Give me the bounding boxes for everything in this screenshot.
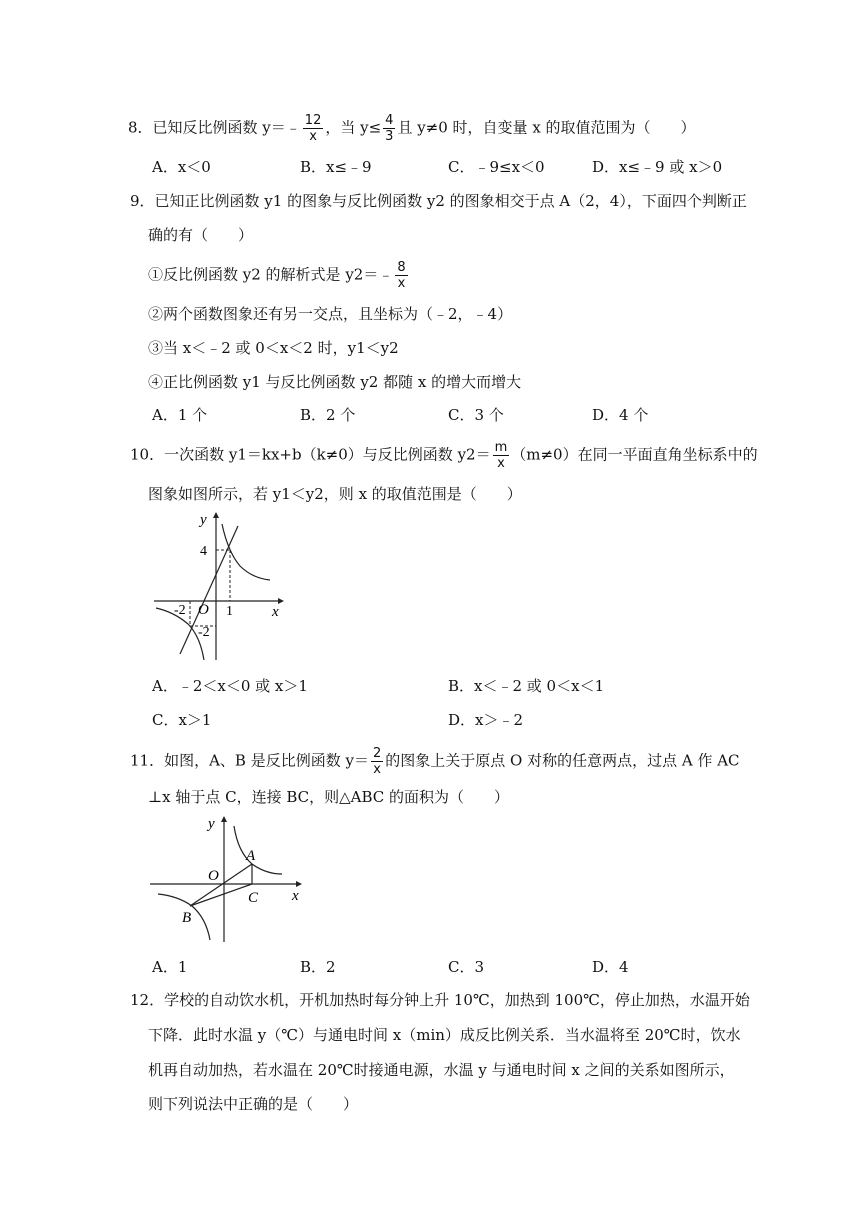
- q9-fraction: [395, 260, 407, 291]
- q8-stem-part: 8．已知反比例函数 y＝﹣: [128, 118, 301, 137]
- q10-stem-line1: [130, 440, 758, 471]
- q8-fraction: [303, 113, 324, 144]
- q11-option-c: C．3: [448, 958, 485, 976]
- q8-frac-den: x: [309, 129, 317, 144]
- q9-stem-line2: 确的有（ ）: [148, 226, 254, 244]
- q9-option-b: B．2 个: [300, 406, 356, 424]
- q11-fraction: [371, 746, 383, 777]
- q11-stem-line1: [130, 746, 740, 777]
- q10-option-a: A．﹣2＜x＜0 或 x＞1: [152, 677, 308, 695]
- q11-y-label: y: [208, 816, 215, 832]
- q8-option-d: D．x≤﹣9 或 x＞0: [592, 158, 723, 176]
- q11-label-a: A: [246, 848, 256, 864]
- q10-option-d: D．x＞﹣2: [448, 711, 524, 729]
- q10-y-label: y: [200, 512, 207, 528]
- q9-statement-2: ②两个函数图象还有另一交点，且坐标为（﹣2，﹣4）: [148, 305, 513, 323]
- q8-fraction-2: [383, 113, 395, 144]
- q10-hyperbola-q1: [222, 524, 270, 580]
- q11-option-b: B．2: [300, 958, 336, 976]
- q8-stem: [128, 113, 696, 144]
- q10-y-arrow: [213, 512, 219, 518]
- q11-graph: [148, 812, 308, 944]
- q9-frac-num: 8: [397, 260, 406, 275]
- q10-tick-neg2-y: -2: [198, 625, 210, 640]
- q11-frac-num: 2: [372, 746, 382, 761]
- q8-option-b: B．x≤﹣9: [300, 158, 372, 176]
- q11-option-a: A．1: [152, 958, 188, 976]
- q10-origin-label: O: [198, 602, 209, 618]
- q9-option-d: D．4 个: [592, 406, 649, 424]
- q8-stem-part: 且 y≠0 时，自变量 x 的取值范围为（ ）: [397, 118, 696, 137]
- q9-stem-line1: 9．已知正比例函数 y1 的图象与反比例函数 y2 的图象相交于点 A（2，4），下面四个判断正: [130, 192, 747, 210]
- q8-frac2-den: 3: [385, 129, 394, 144]
- q11-option-d: D．4: [592, 958, 629, 976]
- q9-statement-4: ④正比例函数 y1 与反比例函数 y2 都随 x 的增大而增大: [148, 373, 522, 391]
- q12-line4: 则下列说法中正确的是（ ）: [148, 1095, 359, 1113]
- q11-frac-den: x: [373, 762, 381, 777]
- q10-fraction: [493, 440, 510, 471]
- q10-stem-part: 10．一次函数 y1＝kx+b（k≠0）与反比例函数 y2＝: [130, 445, 491, 464]
- q8-frac2-num: 4: [385, 113, 394, 128]
- q11-x-arrow: [296, 881, 302, 887]
- q10-x-arrow: [278, 598, 284, 604]
- q10-tick-neg2-x: -2: [174, 603, 186, 618]
- q9-option-c: C．3 个: [448, 406, 504, 424]
- q11-label-c: C: [248, 890, 259, 906]
- q10-frac-den: x: [497, 456, 505, 471]
- q12-line3: 机再自动加热，若水温在 20℃时接通电源，水温 y 与通电时间 x 之间的关系如图所示，: [148, 1061, 735, 1079]
- q10-option-c: C．x＞1: [152, 711, 212, 729]
- q10-option-b: B．x＜﹣2 或 0＜x＜1: [448, 677, 605, 695]
- q11-stem-part: 11．如图，A、B 是反比例函数 y＝: [130, 751, 369, 770]
- q11-stem-part: 的图象上关于原点 O 对称的任意两点，过点 A 作 AC: [385, 751, 740, 770]
- q11-label-b: B: [182, 910, 192, 926]
- q11-y-arrow: [221, 816, 227, 822]
- q10-tick-4: 4: [200, 544, 207, 559]
- q10-stem-part: （m≠0）在同一平面直角坐标系中的: [511, 445, 758, 464]
- q10-x-label: x: [272, 604, 279, 620]
- q9-frac-den: x: [397, 276, 406, 291]
- q8-frac-num: 12: [304, 113, 322, 128]
- q11-segment-ab: [190, 864, 252, 906]
- q9-option-a: A．1 个: [152, 406, 208, 424]
- q10-frac-num: m: [494, 440, 508, 455]
- q9-s1-text: ①反比例函数 y2 的解析式是 y2＝﹣: [148, 265, 394, 284]
- q11-segment-bc: [190, 884, 252, 906]
- q9-statement-3: ③当 x＜﹣2 或 0＜x＜2 时，y1＜y2: [148, 339, 399, 357]
- q11-hyperbola-q1: [234, 826, 282, 874]
- q11-origin-label: O: [208, 868, 219, 884]
- q8-option-a: A．x＜0: [152, 158, 211, 176]
- q12-line1: 12．学校的自动饮水机，开机加热时每分钟上升 10℃，加热到 100℃，停止加热，水温开始: [130, 991, 750, 1009]
- q10-graph: [148, 508, 288, 666]
- q11-x-label: x: [292, 888, 299, 904]
- q10-tick-1: 1: [226, 604, 233, 619]
- q9-statement-1: [148, 260, 410, 291]
- q10-stem-line2: 图象如图所示，若 y1＜y2，则 x 的取值范围是（ ）: [148, 485, 522, 503]
- q12-line2: 下降．此时水温 y（℃）与通电时间 x（min）成反比例关系．当水温将至 20℃时，饮水: [148, 1026, 741, 1044]
- q8-stem-part: ，当 y≤: [325, 118, 382, 137]
- q11-stem-line2: ⊥x 轴于点 C，连接 BC，则△ABC 的面积为（ ）: [148, 788, 510, 806]
- q8-option-c: C．﹣9≤x＜0: [448, 158, 545, 176]
